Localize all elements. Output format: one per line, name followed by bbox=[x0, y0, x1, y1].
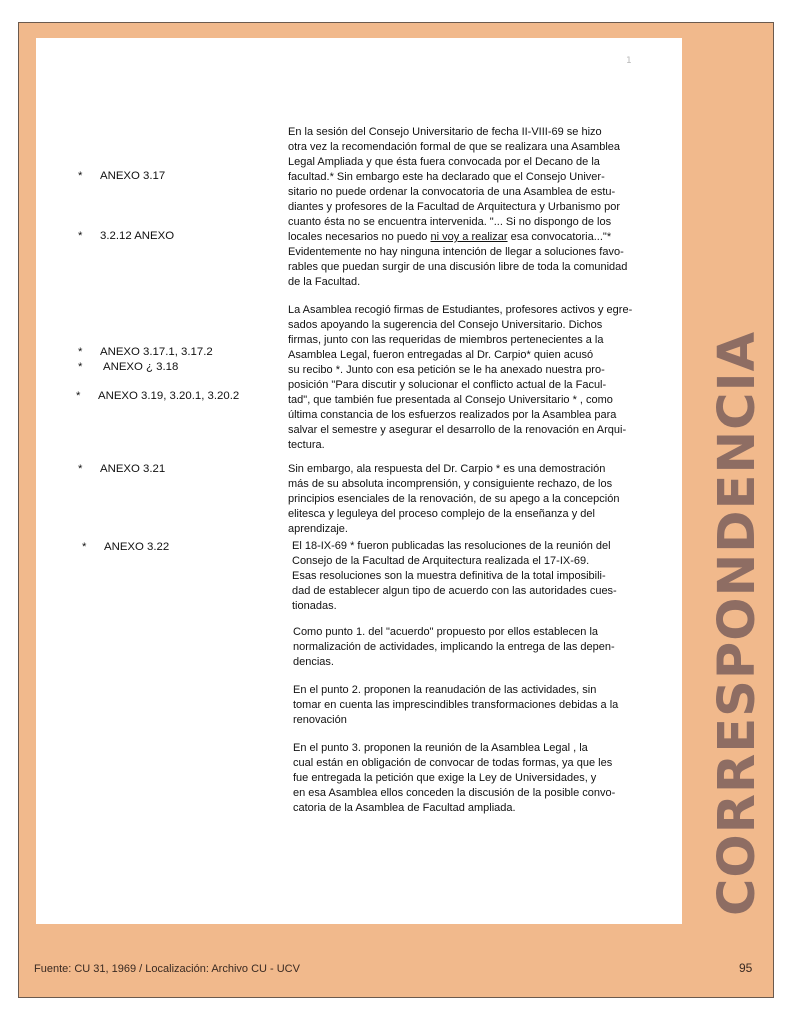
paragraph: Sin embargo, ala respuesta del Dr. Carpio * es una demostración más de su absoluta incomprensión, y consiguiente rechazo, de los principios esenciales de la renovación, de su apego a la concepción elitesca y leguleya del proceso complejo de la enseñanza y del aprendizaje. bbox=[288, 463, 620, 535]
paragraph: El 18-IX-69 * fueron publicadas las resoluciones de la reunión del Consejo de la Facultad de Arquitectura realizada el 17-IX-69. Esas resoluciones son la muestra definitiva de la total imposibili- dad de establecer algun tipo de acuerdo con las autoridades cues- tionadas. bbox=[292, 540, 617, 612]
annex-label: * ANEXO 3.21 bbox=[78, 463, 166, 475]
paragraph: Como punto 1. del "acuerdo" propuesto por ellos establecen la normalización de actividades, implicando la entrega de las depen- dencias. bbox=[293, 626, 615, 668]
annex-label: * ANEXO 3.17.1, 3.17.2 bbox=[78, 346, 213, 358]
paragraph: En el punto 3. proponen la reunión de la Asamblea Legal , la cual están en obligación de convocar de todas formas, ya que les fue entregada la petición que exige la Ley de Universidades, y en esa Asamblea ellos conceden la discusión de la posible convo- catoria de la Asamblea de Facultad ampliada. bbox=[293, 742, 616, 814]
paragraph: En la sesión del Consejo Universitario de fecha II-VIII-69 se hizo otra vez la recomendación formal de que se realizara una Asamblea Legal Ampliada y que ésta fuera convocada por el Decano de la facultad.* Sin embargo este ha declarado que el Consejo Univer- sitario no puede ordenar la convocatoria de una Asamblea de estu- diantes y profesores de la Facultad de Arquitectura y Urbanismo por cuanto ésta no se encuentra intervenida. "... Si no dispongo de los locales necesarios no puedo ni voy a realizar esa convocatoria..."* Evidentemente no hay ninguna intención de llegar a soluciones favo- rables que puedan surgir de una discusión libre de toda la comunidad de la Facultad. bbox=[288, 126, 628, 288]
sheet-mark: 1 bbox=[626, 56, 632, 66]
annex-label: * ANEXO 3.17 bbox=[78, 170, 166, 182]
paragraph: En el punto 2. proponen la reanudación de las actividades, sin tomar en cuenta las imprescindibles transformaciones debidas a la renovación bbox=[293, 684, 619, 726]
annex-label: * ANEXO 3.19, 3.20.1, 3.20.2 bbox=[76, 390, 240, 402]
footer-source: Fuente: CU 31, 1969 / Localización: Archivo CU - UCV bbox=[34, 963, 300, 975]
side-title: CORRESPONDENCIA bbox=[708, 330, 767, 916]
annex-label: * ANEXO ¿ 3.18 bbox=[78, 361, 179, 373]
annex-label: * 3.2.12 ANEXO bbox=[78, 230, 175, 242]
underlined-phrase: ni voy a realizar bbox=[430, 231, 508, 243]
annex-label: * ANEXO 3.22 bbox=[82, 541, 170, 553]
page-number: 95 bbox=[739, 961, 753, 975]
paragraph: La Asamblea recogió firmas de Estudiantes, profesores activos y egre- sados apoyando la sugerencia del Consejo Universitario. Dichos firmas, junto con las requeridas de miembros pertenecientes a la Asamblea Legal, fueron entregadas al Dr. Carpio* quien acusó su recibo *. Junto con esa petición se le ha anexado nuestra pro- posición "Para discutir y solucionar el conflicto actual de la Facul- tad", que también fue presentada al Consejo Universitario * , como última constancia de los esfuerzos realizados por la Asamblea para salvar el semestre y asegurar el desarrollo de la renovación en Arqui- tectura. bbox=[288, 304, 633, 451]
